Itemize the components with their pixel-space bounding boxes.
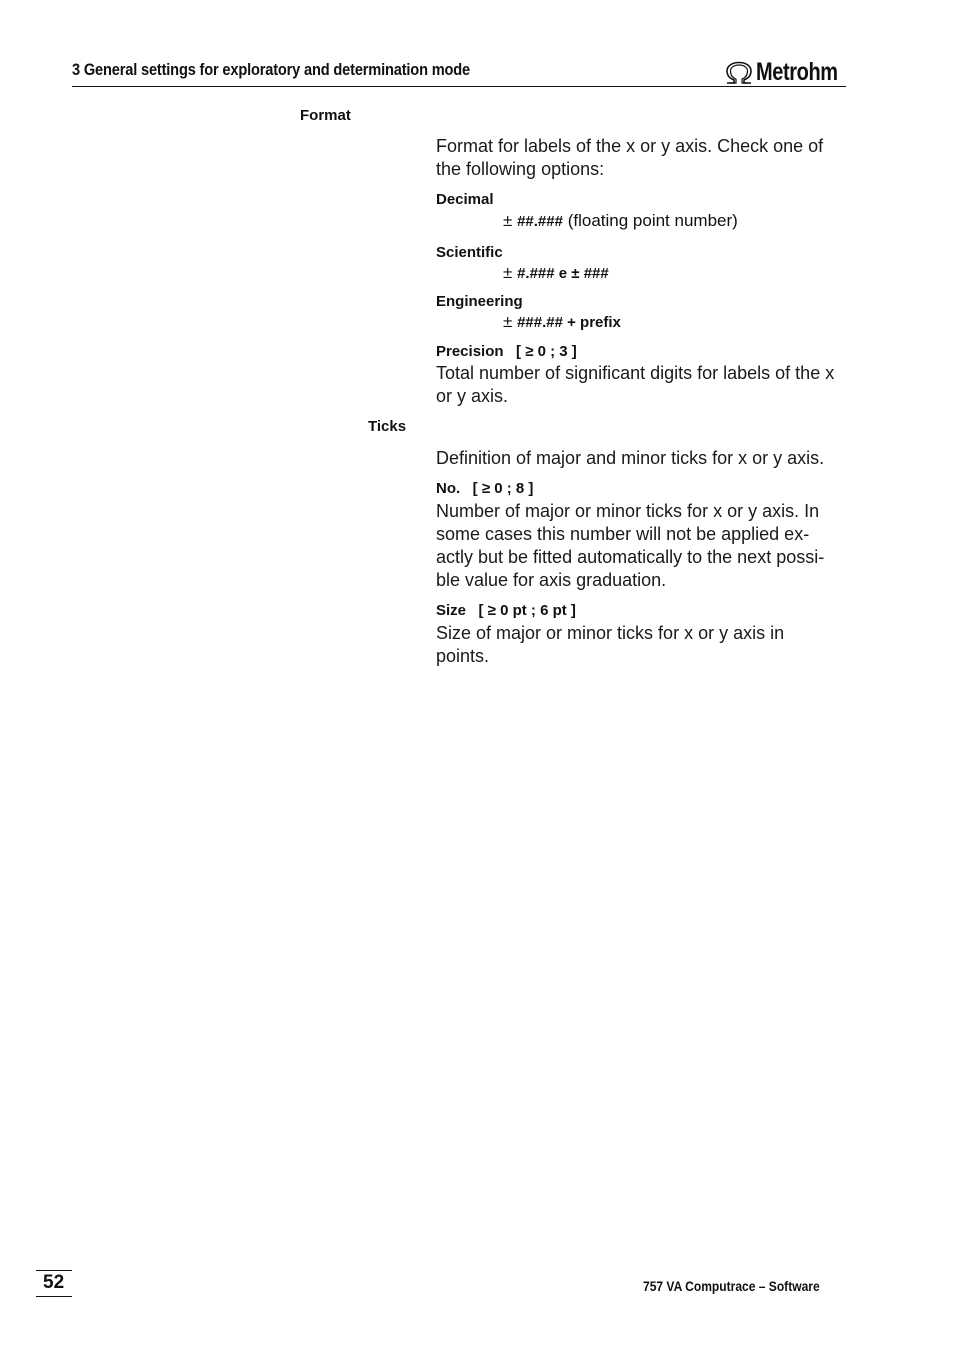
format-description: Format for labels of the x or y axis. Check one of the following options: (436, 136, 824, 179)
plus-minus-sign: ± (503, 263, 513, 282)
format-heading: Format (300, 107, 351, 124)
decimal-format (503, 211, 738, 231)
engineering-pattern: ###.## + prefix (517, 314, 621, 331)
decimal-label: Decimal (436, 191, 494, 208)
header-rule (72, 86, 846, 87)
ticks-heading: Ticks (368, 418, 407, 435)
metrohm-logo (724, 55, 858, 85)
chapter-title: 3 General settings for exploratory and determination mode (72, 60, 471, 79)
precision-description: Total number of significant digits for labels of the x or y axis. (436, 363, 835, 406)
ticks-size-description: Size of major or minor ticks for x or y axis in points. (436, 623, 785, 666)
scientific-format (503, 263, 609, 283)
precision-label: Precision [ ≥ 0 ; 3 ] (436, 343, 577, 360)
plus-minus-sign: ± (503, 211, 513, 230)
decimal-pattern: ##.### (517, 213, 563, 230)
scientific-label: Scientific (436, 244, 503, 261)
ticks-description: Definition of major and minor ticks for x or y axis. (436, 448, 825, 468)
footer-product: 757 VA Computrace – Software (643, 1278, 820, 1294)
page-number: 52 (43, 1272, 65, 1293)
scientific-pattern: #.### e ± ### (517, 265, 609, 282)
engineering-label: Engineering (436, 293, 523, 310)
omega-icon (724, 61, 754, 85)
ticks-size-label: Size [ ≥ 0 pt ; 6 pt ] (436, 602, 576, 619)
ticks-number-description: Number of major or minor ticks for x or y axis. In some cases this number will not be applied ex-actly but be fitted automatically to the next possi-ble value for axis graduation. (436, 501, 825, 590)
plus-minus-sign: ± (503, 312, 513, 331)
ticks-number-label: No. [ ≥ 0 ; 8 ] (436, 480, 534, 497)
engineering-format (503, 312, 621, 332)
logo-wordmark: Metrohm (756, 58, 838, 86)
decimal-note: (floating point number) (567, 211, 738, 230)
